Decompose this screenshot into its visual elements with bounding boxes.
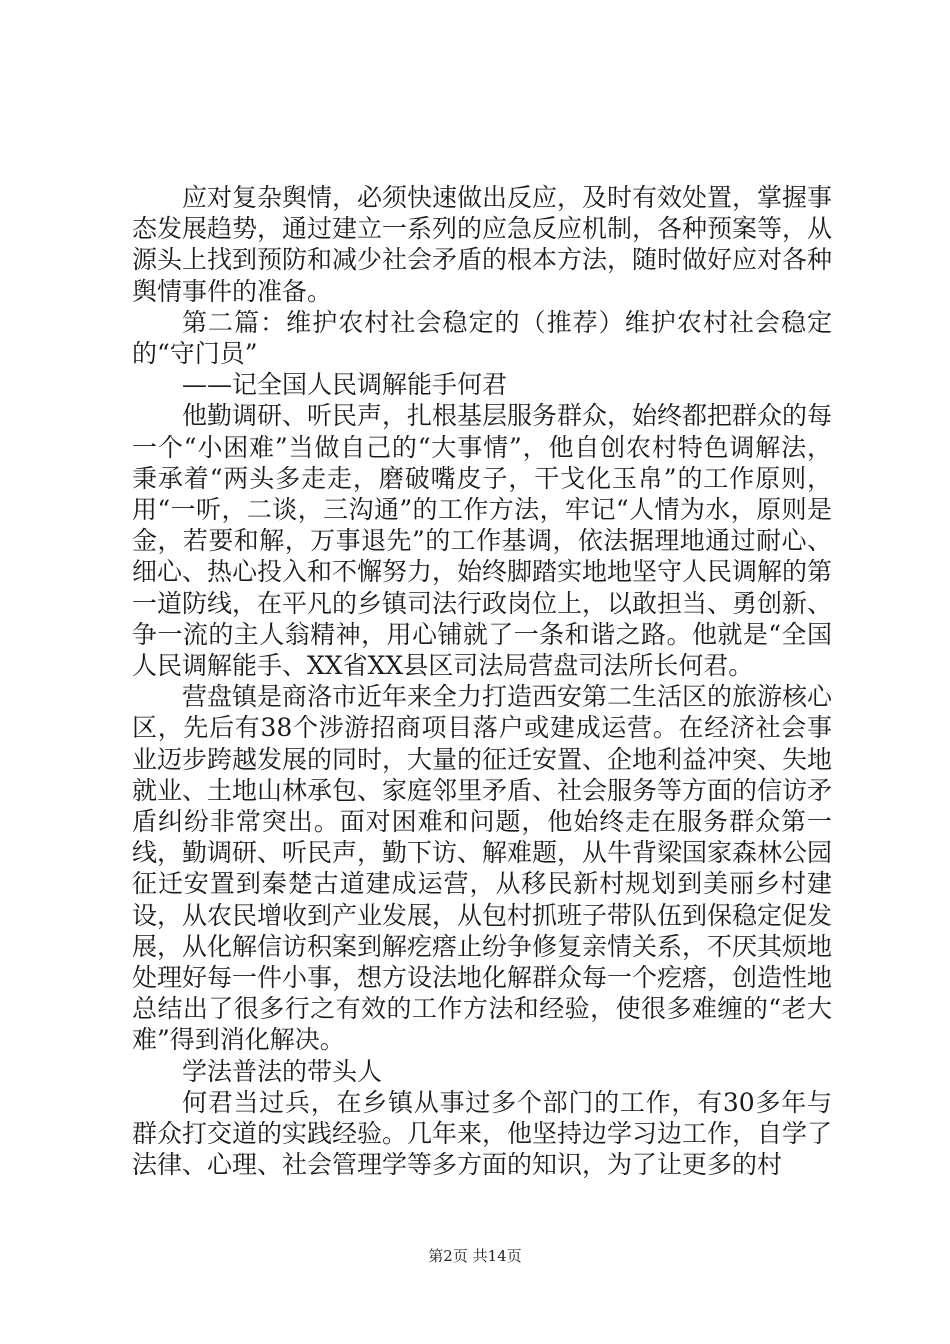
section-title: 第二篇：维护农村社会稳定的（推荐）维护农村社会稳定的“守门员” [132, 307, 832, 369]
paragraph-yingpan-town: 营盘镇是商洛市近年来全力打造西安第二生活区的旅游核心区，先后有38个涉游招商项目落户或建成运营。在经济社会事业迈步跨越发展的同时，大量的征迁安置、企地利益冲突、失地就业、土地山林承包、家庭邻里矛盾、社会服务等方面的信访矛盾纠纷非常突出。面对困难和问题，他始终走在服务群众第一线，勤调研、听民声，勤下访、解难题，从牛背梁国家森林公园征迁安置到秦楚古道建成运营，从移民新村规划到美丽乡村建设，从农民增收到产业发展，从包村抓班子带队伍到保稳定促发展，从化解信访积案到解疙瘩止纷争修复亲情关系，不厌其烦地处理好每一件小事，想方设法地化解群众每一个疙瘩，创造性地总结出了很多行之有效的工作方法和经验，使很多难缠的“老大难”得到消化解决。 [132, 682, 833, 1055]
subheading-law-leader: 学法普法的带头人 [182, 1056, 383, 1086]
page-body [132, 182, 832, 1181]
paragraph-public-opinion: 应对复杂舆情，必须快速做出反应，及时有效处置，掌握事态发展趋势，通过建立一系列的应急反应机制，各种预案等，从源头上找到预防和减少社会矛盾的根本方法，随时做好应对各种舆情事件的准备。 [132, 183, 833, 306]
paragraph-profile: 他勤调研、听民声，扎根基层服务群众，始终都把群众的每一个“小困难”当做自己的“大事情”，他自创农村特色调解法，秉承着“两头多走走，磨破嘴皮子，干戈化玉帛”的工作原则，用“一听，二谈，三沟通”的工作方法，牢记“人情为水，原则是金，若要和解，万事退先”的工作基调，依法据理地通过耐心、细心、热心投入和不懈努力，始终脚踏实地地坚守人民调解的第一道防线，在平凡的乡镇司法行政岗位上，以敢担当、勇创新、争一流的主人翁精神，用心铺就了一条和谐之路。他就是“全国人民调解能手、XX省XX县区司法局营盘司法所长何君。 [132, 401, 833, 681]
page-footer: 第2页 共14页 [428, 1247, 522, 1265]
paragraph-experience: 何君当过兵，在乡镇从事过多个部门的工作，有30多年与群众打交道的实践经验。几年来，他坚持边学习边工作，自学了法律、心理、社会管理学等多方面的知识，为了让更多的村 [132, 1087, 833, 1180]
section-subtitle: ——记全国人民调解能手何君 [182, 370, 508, 400]
